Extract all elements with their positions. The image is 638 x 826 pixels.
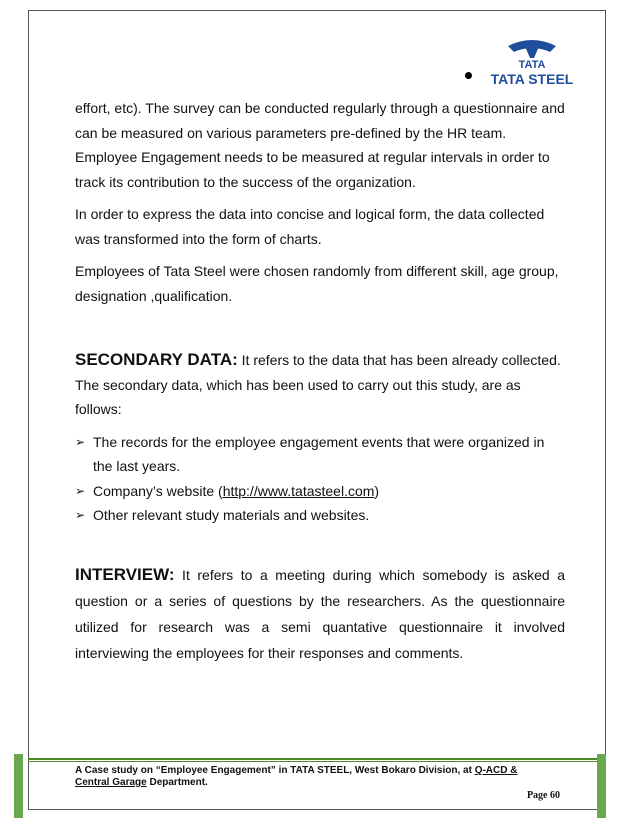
website-prefix: Company’s website ( (93, 482, 223, 499)
logo-brand: TATA (518, 59, 546, 71)
list-item (75, 479, 565, 504)
footer-left-accent (14, 754, 23, 818)
footer-divider (28, 758, 606, 760)
footer-divider-thin (28, 761, 606, 762)
footer-caption-text: A Case study on “Employee Engagement” in TATA STEEL, West Bokaro Division, at (75, 765, 475, 776)
footer-caption (75, 765, 545, 789)
footer-right-accent (597, 754, 606, 818)
list-item (75, 430, 565, 479)
website-suffix: ) (374, 482, 380, 499)
tata-steel-logo (462, 32, 602, 92)
tata-logo-icon (462, 32, 602, 92)
secondary-data-section (75, 348, 565, 422)
tatasteel-website-link[interactable]: http://www.tatasteel.com (222, 482, 375, 499)
interview-text: It refers to a meeting during which somebody is asked a question or a series of questions by the researchers. As the questionnaire utilized for research was a semi quantative questionnaire it involved interviewing the employees for their responses and comments. (75, 566, 565, 661)
footer-caption-end: Department. (146, 777, 208, 788)
arrow-bullet-icon: ➢ (75, 508, 86, 522)
secondary-data-list (75, 430, 565, 528)
interview-heading: INTERVIEW: (75, 564, 175, 584)
logo-text: TATA STEEL (490, 71, 574, 87)
secondary-data-heading: SECONDARY DATA: (75, 350, 238, 369)
list-item-text: Other relevant study materials and websites. (93, 507, 370, 523)
list-item (75, 503, 565, 528)
bullet-dot (465, 72, 472, 79)
secondary-data-text: It refers to the data that has been already collected. The secondary data, which has been used to carry out this study, are as follows: (75, 352, 561, 417)
footer-caption-underlined: Q-ACD & Central Garage (75, 765, 518, 788)
main-content (75, 96, 565, 666)
list-item-text: The records for the employee engagement events that were organized in the last years. (93, 433, 545, 474)
paragraph-2: In order to express the data into concise and logical form, the data collected was transformed into the form of charts. (75, 206, 545, 247)
page-number: Page 60 (526, 790, 560, 801)
arrow-bullet-icon: ➢ (75, 483, 86, 498)
paragraph-3: Employees of Tata Steel were chosen randomly from different skill, age group, designation ,qualification. (75, 263, 559, 304)
interview-section (75, 562, 565, 666)
arrow-bullet-icon: ➢ (75, 434, 86, 449)
paragraph-1: effort, etc). The survey can be conducted regularly through a questionnaire and can be measured on various parameters pre-defined by the HR team. Employee Engagement needs to be measured at regular intervals in order to track its contribution to the success of the organization. (75, 100, 565, 190)
